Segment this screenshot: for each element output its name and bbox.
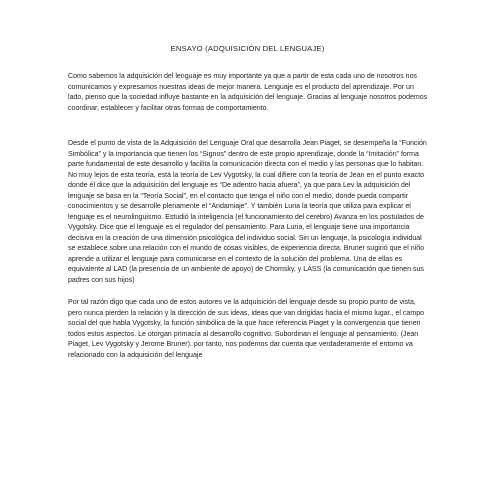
paragraph-conclusion: Por tal razón digo que cada uno de estos autores ve la adquisición del lenguaje desde su propio punto de vista, pero nunca pierden la relación y la dirección de sus ideas, ideas que van dirigidas hacia el mismo lugar., el campo social del que habla Vygotsky, la función simbólica de la que hace referencia Piaget y la convergencia que tienen todos estos aspectos. Le otorgan primacía al desarrollo cognitivo. Subordinan el lenguaje al pensamiento. (Jean Piaget, Lev Vygotsky y Jerome Bruner). por tanto, nos podemos dar cuenta que verdaderamente el entorno va relacionado con la adquisición del lenguaje: [68, 299, 425, 359]
paragraph-intro: Como sabemos la adquisición del lenguaje es muy importante ya que a partir de esta cada uno de nosotros nos comunicamos y expresamos nuestras ideas de mejor manera. Lenguaje es el producto del aprendizaje. Por un lado, pienso que la sociedad influye bastante en la adquisición del lenguaje. Gracias al lenguaje nosotros podemos coordinar, establecer y facilitar otras formas de comportamiento.: [68, 73, 428, 112]
document-title: ENSAYO (ADQUISICIÓN DEL LENGUAJE): [170, 44, 325, 53]
paragraph-theories: Desde el punto de vista de la Adquisición del Lenguaje Oral que desarrolla Jean Piaget, se desempeña la “Función Simbólica” y la importancia que tienen los “Signos” dentro de este propio aprendizaje, donde la “Imitación” forma parte fundamental de este desarrollo y facilita la comunicación directa con el medio y las personas que lo habitan. No muy lejos de esta teoría, está la teoría de Lev Vygotsky, la cual difiere con la teoría de Jean en el punto exacto donde él dice que la adquisición del lenguaje es “De adentro hacia afuera”, ya que para Lev la adquisición del lenguaje se basa en la “Teoría Social”, en el contacto que tenga el niño con el medio, donde pueda compartir conocimientos y se desarrolle plenamente el “Andamiaje”. Y también Luria la teoría que utiliza para explicar el lenguaje es el neurolinguismo. Estudió la inteligencia (el funcionamiento del cerebro) Avanza en los postulados de Vygotsky. Dice que el lenguaje es el regulador del pensamiento. Para Luria, el lenguaje tiene una importancia decisiva en la creación de una dimensión psicológica del individuo social. Sin un lenguaje, la psicología individual se establece sobre una relación con el mundo de cosas visibles, de experiencia directa. Bruner sugirió que el niño aprende a utilizar el lenguaje para comunicarse en el contexto de la solución del problema. Una de ellas es equivalente al LAD (la presencia de un ambiente de apoyo) de Chomsky, y LASS (la comunicación que tienen sus padres con sus hijos): [68, 140, 427, 284]
